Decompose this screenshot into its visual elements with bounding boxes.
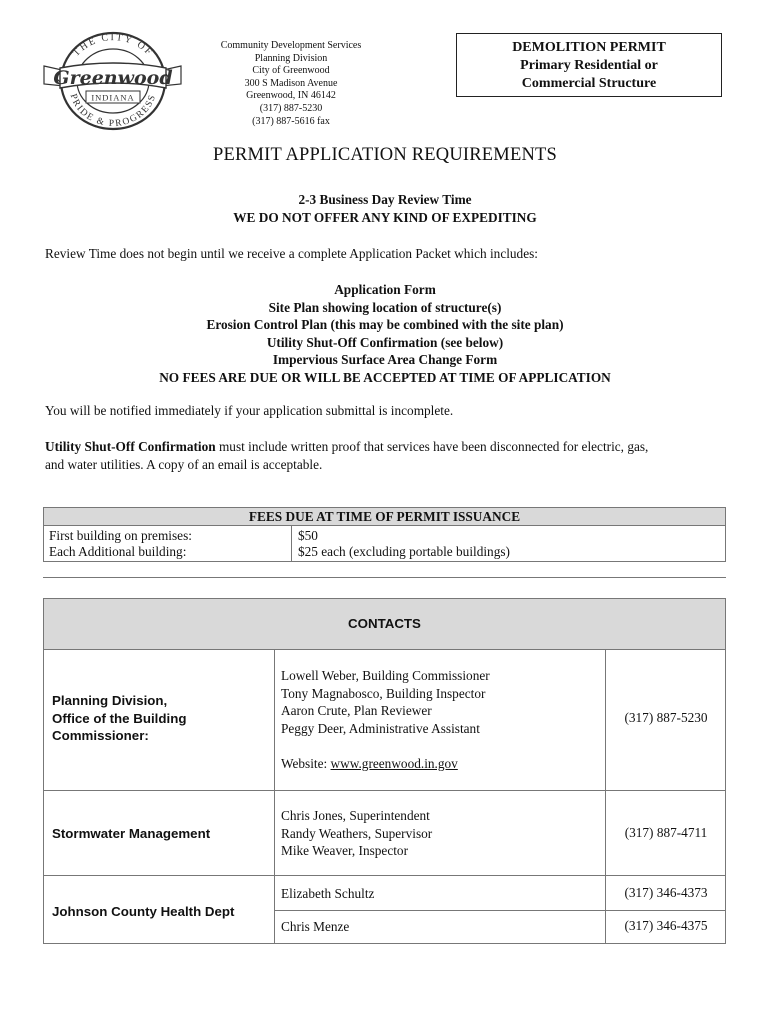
- planning-phone: (317) 887-5230: [624, 710, 708, 725]
- contact-name: Aaron Crute, Plan Reviewer: [281, 703, 432, 718]
- website-link[interactable]: www.greenwood.in.gov: [330, 755, 458, 771]
- section-divider: [43, 577, 726, 578]
- city-seal-logo: [40, 28, 185, 134]
- address-line: Planning Division: [254, 52, 328, 64]
- stormwater-contacts: [281, 807, 432, 860]
- permit-type-line: Primary Residential or: [520, 58, 658, 73]
- contact-name: Tony Magnabosco, Building Inspector: [281, 685, 486, 701]
- contact-phone: (317) 346-4375: [624, 918, 708, 933]
- seal-top-text: THE CITY OF: [70, 32, 156, 59]
- phone-line: (317) 887-5230: [259, 102, 323, 114]
- permit-type-line: Commercial Structure: [521, 76, 657, 91]
- planning-division-label: Planning Division, Office of the Building Commissioner:: [52, 693, 187, 743]
- utility-note: [45, 438, 735, 474]
- utility-note-term: Utility Shut-Off Confirmation: [45, 439, 216, 454]
- contact-phone: (317) 346-4373: [624, 885, 708, 900]
- packet-list: [0, 281, 770, 386]
- fees-table: [43, 507, 726, 562]
- stormwater-label: Stormwater Management: [52, 826, 211, 841]
- fax-line: (317) 887-5616 fax: [252, 115, 330, 127]
- no-fees-notice: NO FEES ARE DUE OR WILL BE ACCEPTED AT TIME OF APPLICATION: [159, 369, 611, 385]
- fees-heading: FEES DUE AT TIME OF PERMIT ISSUANCE: [44, 508, 725, 526]
- permit-type-box: [456, 33, 722, 97]
- contact-name: Chris Menze: [281, 919, 350, 934]
- seal-motto: PRIDE & PROGRESS: [67, 92, 159, 130]
- fee-label: Each Additional building:: [49, 544, 187, 559]
- fee-label: First building on premises:: [49, 528, 192, 543]
- address-line: 300 S Madison Avenue: [244, 77, 338, 89]
- review-time: 2-3 Business Day Review Time: [298, 192, 472, 207]
- address-line: Community Development Services: [220, 40, 362, 51]
- contact-name: Mike Weaver, Inspector: [281, 843, 409, 858]
- contact-name: Randy Weathers, Supervisor: [281, 825, 433, 841]
- seal-state: INDIANA: [91, 92, 135, 103]
- contacts-table: [43, 598, 726, 944]
- fee-value: $25 each (excluding portable buildings): [298, 544, 510, 559]
- page-title: PERMIT APPLICATION REQUIREMENTS: [212, 145, 558, 165]
- seal-name: Greenwood: [53, 67, 173, 89]
- notify-note: You will be notified immediately if your application submittal is incomplete.: [45, 403, 454, 418]
- contact-name: Chris Jones, Superintendent: [281, 808, 430, 823]
- health-dept-label: Johnson County Health Dept: [52, 904, 235, 919]
- contact-name: Elizabeth Schultz: [281, 886, 375, 901]
- website-label: Website:: [281, 755, 331, 771]
- address-line: City of Greenwood: [252, 65, 330, 77]
- packet-item: Application Form: [334, 282, 436, 297]
- stormwater-phone: (317) 887-4711: [624, 825, 708, 840]
- fee-value: $50: [298, 528, 318, 543]
- utility-note-text-line2: and water utilities. A copy of an email is acceptable.: [45, 457, 323, 472]
- packet-item: Impervious Surface Area Change Form: [272, 352, 498, 367]
- review-note: Review Time does not begin until we receive a complete Application Packet which includes:: [45, 246, 538, 261]
- permit-type-title: DEMOLITION PERMIT: [512, 40, 666, 55]
- packet-item: Site Plan showing location of structure(s): [268, 299, 502, 315]
- address-block: [200, 40, 382, 128]
- utility-note-text: must include written proof that services have been disconnected for electric, gas,: [215, 439, 649, 454]
- no-expediting-notice: WE DO NOT OFFER ANY KIND OF EXPEDITING: [233, 210, 537, 225]
- contact-name: Peggy Deer, Administrative Assistant: [281, 720, 480, 736]
- contact-name: Lowell Weber, Building Commissioner: [281, 668, 490, 683]
- contacts-heading: CONTACTS: [44, 599, 725, 650]
- packet-item: Utility Shut-Off Confirmation (see below): [266, 334, 504, 350]
- address-line: Greenwood, IN 46142: [246, 90, 336, 102]
- svg-text:THE CITY OF: [71, 32, 155, 59]
- packet-item: Erosion Control Plan (this may be combined with the site plan): [206, 317, 564, 332]
- planning-contacts: [281, 667, 490, 772]
